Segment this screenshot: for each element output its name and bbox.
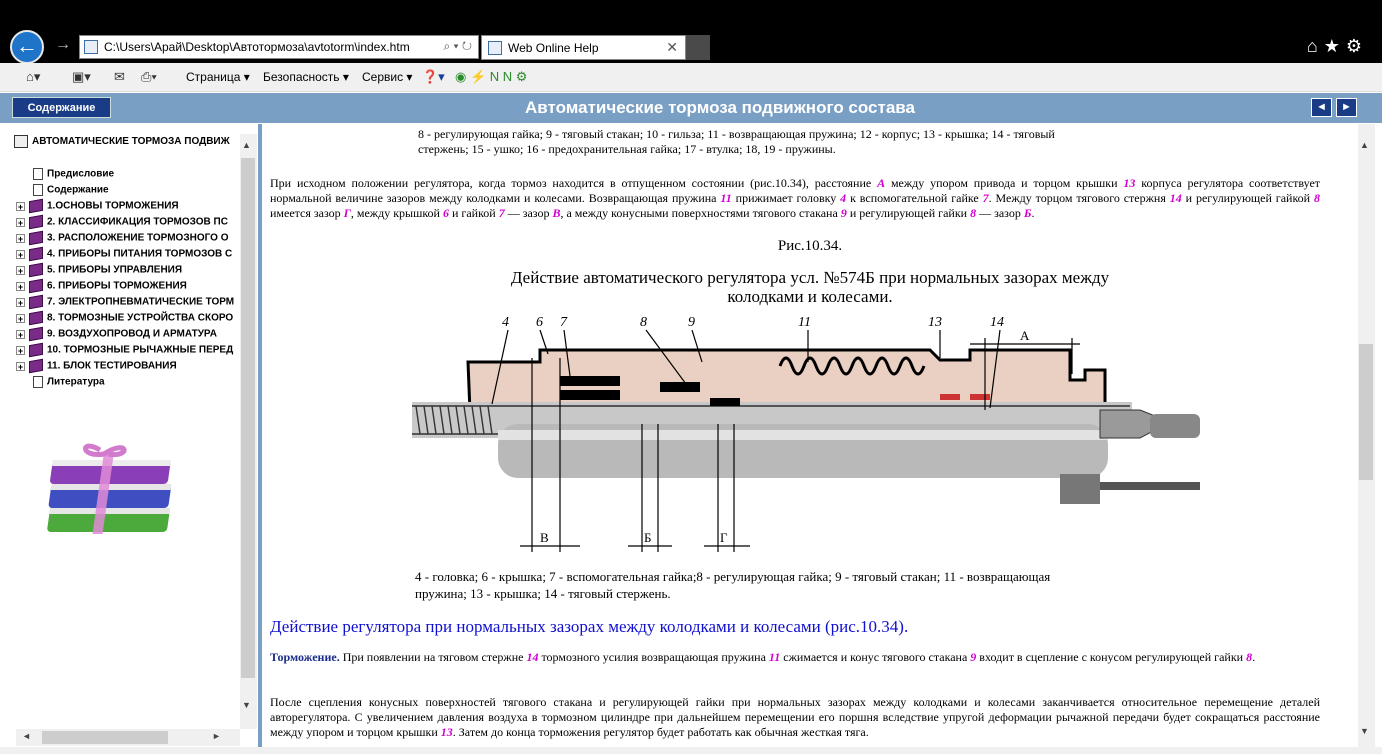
new-tab-button[interactable] (686, 35, 710, 60)
reference-number: 14 (1169, 191, 1182, 205)
text-run: сжимается и конус тягового стакана (780, 650, 971, 664)
book-icon (29, 247, 43, 261)
reference-number: 7 (498, 206, 505, 220)
toc-item-label: 10. ТОРМОЗНЫЕ РЫЧАЖНЫЕ ПЕРЕД (47, 344, 234, 356)
figure-title-line2: колодками и колесами. (727, 287, 893, 306)
fig-label-8: 8 (640, 315, 647, 330)
page-icon (33, 376, 43, 388)
fig-label-v: В (540, 530, 549, 545)
page-favicon-icon (84, 40, 98, 54)
expand-icon[interactable]: + (17, 361, 24, 372)
reference-number: В (552, 206, 561, 220)
toc-item[interactable] (16, 232, 228, 247)
toc-hscroll-thumb[interactable] (42, 731, 168, 744)
toc-item[interactable] (16, 200, 179, 215)
reference-number: 11 (768, 650, 781, 664)
toc-item-label: 1.ОСНОВЫ ТОРМОЖЕНИЯ (47, 200, 179, 212)
text-run: к вспомогательной гайке (846, 191, 983, 205)
regulator-diagram (410, 314, 1210, 564)
toc-item-label: 9. ВОЗДУХОПРОВОД И АРМАТУРА (47, 328, 217, 340)
toc-item[interactable] (16, 280, 187, 295)
reference-number: 8 (970, 206, 977, 220)
mail-icon[interactable]: ✉ (114, 69, 125, 84)
main-scroll-thumb[interactable] (1359, 344, 1373, 480)
extension-icons[interactable]: ◉ ⚡ N N ⚙ (455, 69, 528, 84)
toc-item[interactable] (16, 168, 114, 183)
toc-item-label: 6. ПРИБОРЫ ТОРМОЖЕНИЯ (47, 280, 187, 292)
book-icon (29, 311, 43, 325)
toc-scroll-thumb[interactable] (241, 158, 255, 678)
text-run: При появлении на тяговом стержне (339, 650, 527, 664)
text-run: прижимает головку (731, 191, 841, 205)
text-run: и регулирующей гайки (846, 206, 971, 220)
expand-icon[interactable]: + (17, 201, 24, 212)
prev-page-button[interactable] (1311, 98, 1332, 117)
page-menu[interactable]: Страница ▾ (186, 70, 250, 84)
fig-label-g: Г (720, 530, 728, 545)
figure-number: Рис.10.34. (777, 238, 843, 254)
print-icon[interactable]: ⎙▾ (141, 69, 157, 84)
toc-root[interactable] (14, 135, 230, 148)
book-icon (29, 215, 43, 229)
toc-item-label: Литература (47, 376, 105, 388)
reference-number: 13 (1123, 176, 1136, 190)
toc-item-label: 7. ЭЛЕКТРОПНЕВМАТИЧЕСКИЕ ТОРМ (47, 296, 235, 308)
contents-button[interactable]: Содержание (12, 97, 111, 118)
figure-title (262, 268, 1358, 306)
main-scroll-up-icon[interactable]: ▲ (1360, 140, 1369, 150)
books-illustration (40, 438, 190, 546)
toc-item-label: Предисловие (47, 168, 115, 180)
toc-item-label: 3. РАСПОЛОЖЕНИЕ ТОРМОЗНОГО О (47, 232, 229, 244)
reference-number: 8 (1246, 650, 1253, 664)
paragraph-initial-position (270, 176, 1320, 221)
book-icon (29, 359, 43, 373)
expand-icon[interactable]: + (17, 281, 24, 292)
toc-scroll-left-icon[interactable]: ◄ (22, 731, 31, 741)
fig-label-9: 9 (688, 315, 695, 330)
text-run: . Затем до конца торможения регулятор будет работать как обычная жесткая тяга. (452, 725, 869, 739)
figure-caption-line1: 4 - головка; 6 - крышка; 7 - вспомогательная гайка;8 - регулирующая гайка; 9 - тяговый стакан; 11 - возвращающая (415, 569, 1051, 584)
home-icon[interactable]: ⌂▾ (26, 69, 41, 84)
toc-item[interactable] (16, 184, 109, 199)
back-arrow-icon: ← (16, 33, 38, 58)
toc-item[interactable] (16, 216, 228, 231)
fig-label-4: 4 (502, 315, 509, 330)
fig-label-13: 13 (928, 315, 942, 330)
status-bar (0, 747, 1382, 754)
text-run: При исходном положении регулятора, когда тормоз находится в отпущенном состоянии (рис.10.34), расстояние (270, 176, 878, 190)
open-book-icon (14, 135, 28, 148)
reference-number: 8 (1314, 191, 1320, 205)
reference-number: А (877, 176, 886, 190)
back-button[interactable] (10, 30, 44, 64)
reference-number: 11 (720, 191, 732, 205)
content-pane (262, 124, 1358, 747)
address-bar[interactable] (79, 35, 479, 59)
tools-menu[interactable]: Сервис ▾ (362, 70, 413, 84)
text-run: . (1252, 650, 1256, 664)
text-run: , а между конусными поверхностями тягового стакана (560, 206, 841, 220)
expand-icon[interactable]: + (17, 233, 24, 244)
toc-item-label: 8. ТОРМОЗНЫЕ УСТРОЙСТВА СКОРО (47, 312, 234, 324)
reference-number: 7 (982, 191, 989, 205)
fig-label-a: А (1020, 328, 1030, 343)
command-bar (0, 63, 1382, 92)
toc-item[interactable] (16, 312, 233, 327)
toc-item[interactable] (16, 360, 177, 375)
text-run: . (1031, 206, 1035, 220)
help-title: Автоматические тормоза подвижного состава (525, 98, 915, 117)
toc-item[interactable] (16, 296, 234, 311)
reference-number: 14 (526, 650, 539, 664)
text-run: и регулирующей гайкой (1181, 191, 1314, 205)
text-run: имеется зазор (270, 206, 344, 220)
term-heading: Торможение. (270, 650, 340, 664)
book-icon (29, 263, 43, 277)
reference-number: Г (343, 206, 351, 220)
safety-menu[interactable]: Безопасность ▾ (263, 70, 349, 84)
expand-icon[interactable]: + (17, 249, 24, 260)
toc-item[interactable] (16, 328, 217, 343)
toc-scroll-right-icon[interactable]: ► (212, 731, 221, 741)
toc-item[interactable] (16, 376, 105, 391)
prev-arrow-icon: ◄ (1316, 101, 1327, 113)
next-page-button[interactable] (1336, 98, 1357, 117)
text-run: — зазор (976, 206, 1024, 220)
book-icon (29, 295, 43, 309)
help-icon[interactable]: ❓▾ (422, 69, 445, 84)
page-icon (33, 184, 43, 196)
book-icon (29, 231, 43, 245)
address-url[interactable]: C:\Users\Арай\Desktop\Автотормоза\avtotorm\index.htm (104, 40, 410, 54)
toc-item-label: 2. КЛАССИФИКАЦИЯ ТОРМОЗОВ ПС (47, 216, 228, 228)
toc-root-label: АВТОМАТИЧЕСКИЕ ТОРМОЗА ПОДВИЖ (32, 136, 230, 148)
reference-number: Б (1023, 206, 1032, 220)
tab-web-online-help[interactable] (481, 35, 686, 60)
book-icon (29, 343, 43, 357)
figure-title-line1: Действие автоматического регулятора усл. №574Б при нормальных зазорах между (510, 268, 1110, 287)
fig-label-b: Б (644, 530, 652, 545)
text-run: . Между торцом тягового стержня (988, 191, 1170, 205)
reference-number: 9 (970, 650, 977, 664)
fig-label-11: 11 (798, 315, 811, 330)
text-run: и гайкой (448, 206, 499, 220)
toc-item-label: 11. БЛОК ТЕСТИРОВАНИЯ (47, 360, 177, 372)
text-run: входит в сцепление с конусом регулирующей гайки (976, 650, 1247, 664)
expand-icon[interactable]: + (17, 265, 24, 276)
text-run: После сцепления конусных поверхностей тягового стакана и регулирующей гайки при нормальных зазорах между колодками и колесами заканчивается относительное перемещение деталей авторегулятора. С увеличением давления воздуха в тормозном цилиндре при дальнейшем перемещении его поршня вследствие упругой деформации рычажной передачи будет сокращаться расстояние между упором и торцом крышки (270, 695, 1320, 739)
home-favorites-settings-icons[interactable]: ⌂★⚙ (1306, 36, 1368, 56)
paragraph-after-engagement (270, 695, 1320, 740)
toc-item-label: 4. ПРИБОРЫ ПИТАНИЯ ТОРМОЗОВ С (47, 248, 233, 260)
figure-caption (415, 568, 1215, 602)
toc-item[interactable] (16, 264, 182, 279)
expand-icon[interactable]: + (17, 329, 24, 340)
tab-favicon-icon (488, 41, 502, 55)
toc-item-label: Содержание (47, 184, 109, 196)
page-icon (33, 168, 43, 180)
toc-scroll-up-icon[interactable]: ▲ (242, 140, 251, 150)
fig-label-7: 7 (560, 315, 567, 330)
fig-label-6: 6 (536, 315, 543, 330)
toc-item-label: 5. ПРИБОРЫ УПРАВЛЕНИЯ (47, 264, 183, 276)
book-icon (29, 199, 43, 213)
expand-icon[interactable]: + (17, 217, 24, 228)
main-scroll-down-icon[interactable]: ▼ (1360, 726, 1369, 736)
reference-number: 13 (440, 725, 453, 739)
reference-number: 9 (840, 206, 847, 220)
book-icon (29, 327, 43, 341)
tab-close-icon[interactable]: ✕ (666, 39, 678, 55)
figure-caption-line2: пружина; 13 - крышка; 14 - тяговый стержень. (415, 586, 671, 601)
toc-item[interactable] (16, 344, 233, 359)
expand-icon[interactable]: + (17, 345, 24, 356)
address-tools-icon[interactable]: ⌕ ▾ ↻ (443, 39, 472, 53)
reference-number: 6 (442, 206, 449, 220)
tab-title: Web Online Help (508, 41, 599, 55)
text-run: — зазор (504, 206, 553, 220)
book-icon (29, 279, 43, 293)
paragraph-braking (270, 650, 1320, 665)
expand-icon[interactable]: + (17, 313, 24, 324)
section-heading: Действие регулятора при нормальных зазорах между колодками и колесами (рис.10.34). (270, 617, 909, 636)
fig-label-14: 14 (990, 315, 1004, 330)
text-run: тормозного усилия возвращающая пружина (538, 650, 769, 664)
toc-scroll-down-icon[interactable]: ▼ (242, 700, 251, 710)
top-caption-line2: стержень; 15 - ушко; 16 - предохранительная гайка; 17 - втулка; 18, 19 - пружины. (418, 142, 836, 156)
top-caption-line1: 8 - регулирующая гайка; 9 - тяговый стакан; 10 - гильза; 11 - возвращающая пружина; 12 - корпус; 13 - крышка; 14 - тяговый (418, 127, 1055, 141)
text-run: корпуса регулятора соответствует нормальной величине зазоров между колодками и колесами. Возвращающая пружина (270, 176, 1321, 205)
text-run: между упором привода и торцом крышки (885, 176, 1124, 190)
forward-button[interactable] (55, 36, 71, 54)
feeds-icon[interactable]: ▣▾ (72, 69, 91, 84)
next-arrow-icon: ► (1341, 101, 1352, 113)
forward-arrow-icon: → (55, 36, 71, 53)
toc-item[interactable] (16, 248, 232, 263)
expand-icon[interactable]: + (17, 297, 24, 308)
top-figure-caption (418, 124, 1158, 162)
reference-number: 4 (840, 191, 847, 205)
text-run: , между крышкой (350, 206, 443, 220)
